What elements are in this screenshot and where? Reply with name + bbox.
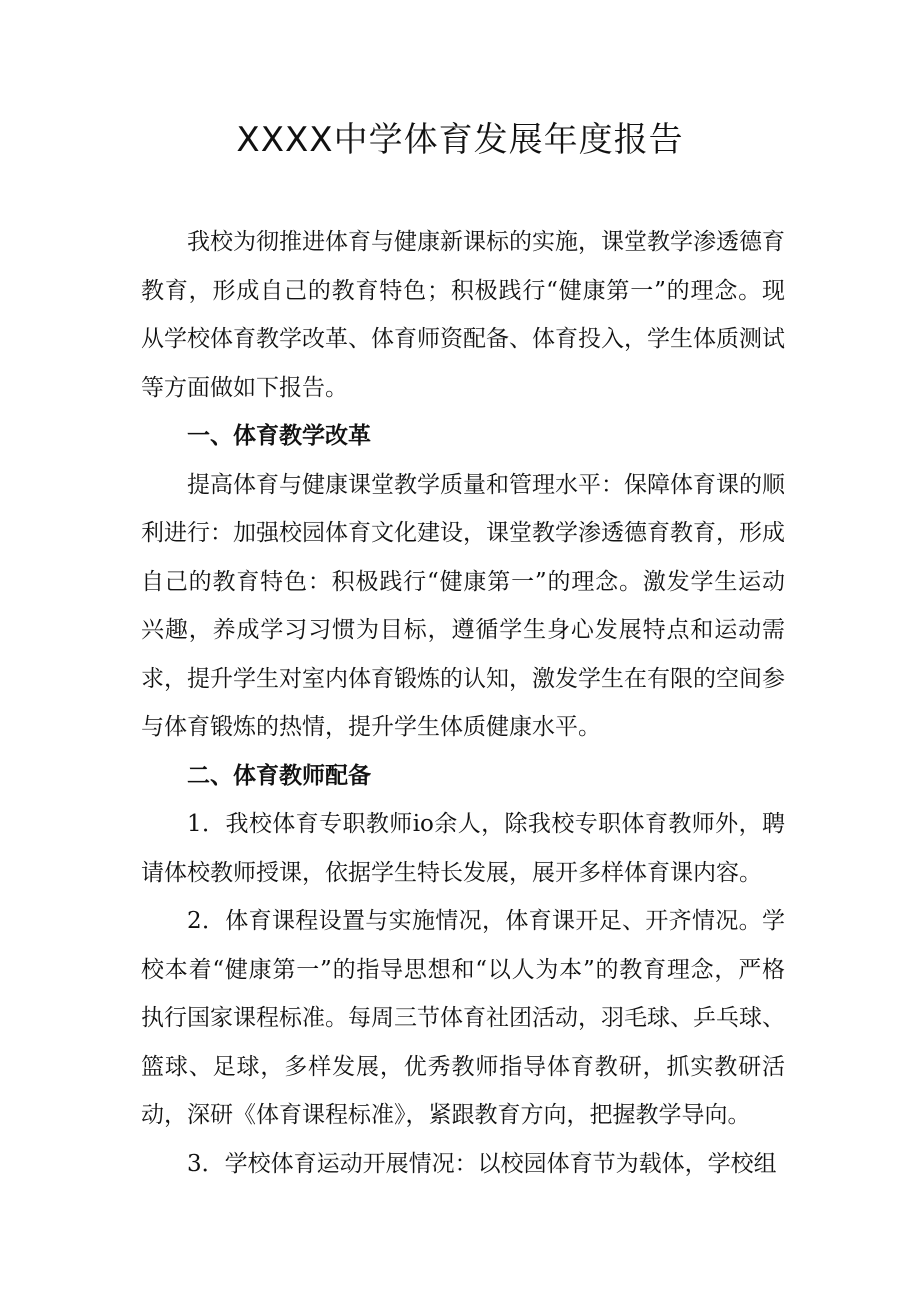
document-title: XXXX中学体育发展年度报告 xyxy=(236,120,684,160)
section-heading-teacher-staffing: 二、体育教师配备 xyxy=(187,762,371,789)
section1-paragraph: 提高体育与健康课堂教学质量和管理水平：保障体育课的顺利进行：加强校园体育文化建设，课堂教学渗透德育教育，形成自己的教育特色：积极践行“健康第一”的理念。激发学生运动兴趣，养成学习习惯为目标，遵循学生身心发展特点和运动需求，提升学生对室内体育锻炼的认知，激发学生在有限的空间参与体育锻炼的热情，提升学生体质健康水平。 xyxy=(141,471,785,740)
list-item-1: 1．我校体育专职教师io余人，除我校专职体育教师外，聘请体校教师授课，依据学生特长发展，展开多样体育课内容。 xyxy=(141,811,785,886)
document-body xyxy=(141,218,785,1188)
list-item-2: 2．体育课程设置与实施情况，体育课开足、开齐情况。学校本着“健康第一”的指导思想和“以人为本”的教育理念，严格执行国家课程标准。每周三节体育社团活动，羽毛球、乒乓球、篮球、足球，多样发展，优秀教师指导体育教研，抓实教研活动，深研《体育课程标准》，紧跟教育方向，把握教学导向。 xyxy=(141,908,785,1128)
list-item-3: 3．学校体育运动开展情况：以校园体育节为载体，学校组 xyxy=(187,1150,777,1177)
section-heading-teaching-reform: 一、体育教学改革 xyxy=(187,423,371,449)
intro-paragraph: 我校为彻推进体育与健康新课标的实施，课堂教学渗透德育教育，形成自己的教育特色；积极践行“健康第一”的理念。现从学校体育教学改革、体育师资配备、体育投入，学生体质测试等方面做如下报告。 xyxy=(141,229,785,401)
